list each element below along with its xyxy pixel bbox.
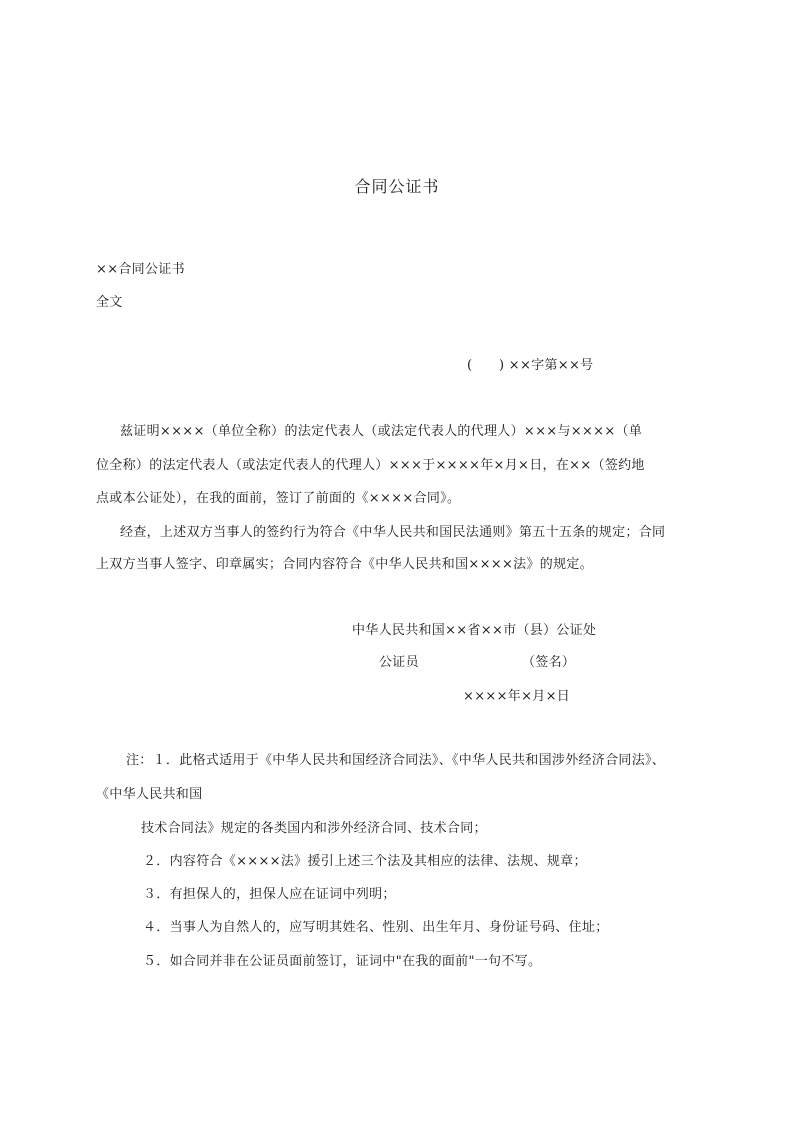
note-item-1-continued: 《中华人民共和国: [96, 787, 203, 802]
notary-label: 公证员: [379, 655, 419, 670]
note-item-1: 注：１．此格式适用于《中华人民共和国经济合同法》、《中华人民共和国涉外经济合同法》、: [126, 753, 666, 768]
body-line: 位全称）的法定代表人（或法定代表人的代理人）×××于××××年×月×日，在××（签约地: [96, 458, 645, 473]
notary-office: 中华人民共和国××省××市（县）公证处: [352, 623, 597, 638]
note-item-2: ２．内容符合《××××法》援引上述三个法及其相应的法律、法规、规章；: [143, 854, 587, 869]
document-subtitle: ××合同公证书: [96, 262, 185, 277]
body-line: 点或本公证处），在我的面前，签订了前面的《××××合同》。: [96, 491, 461, 506]
document-number: ( ) ××字第××号: [467, 358, 594, 373]
body-line: 经查，上述双方当事人的签约行为符合《中华人民共和国民法通则》第五十五条的规定；合同: [120, 525, 666, 540]
note-item-4: ４．当事人为自然人的，应写明其姓名、性别、出生年月、身份证号码、住址；: [143, 920, 609, 935]
body-line: 上双方当事人签字、印章属实；合同内容符合《中华人民共和国××××法》的规定。: [96, 557, 593, 572]
note-item-1-continued: 技术合同法》规定的各类国内和涉外经济合同、技术合同；: [141, 821, 487, 836]
note-item-3: ３．有担保人的，担保人应在证词中列明；: [143, 887, 396, 902]
document-title: 合同公证书: [354, 177, 440, 196]
body-line: 兹证明××××（单位全称）的法定代表人（或法定代表人的代理人）×××与××××（单: [120, 424, 643, 439]
signature-placeholder: （签名）: [522, 655, 576, 670]
fulltext-label: 全文: [96, 295, 123, 310]
signature-date: ××××年×月×日: [463, 689, 571, 704]
note-item-5: ５．如合同并非在公证员面前签订，证词中"在我的面前"一句不写。: [143, 954, 542, 969]
